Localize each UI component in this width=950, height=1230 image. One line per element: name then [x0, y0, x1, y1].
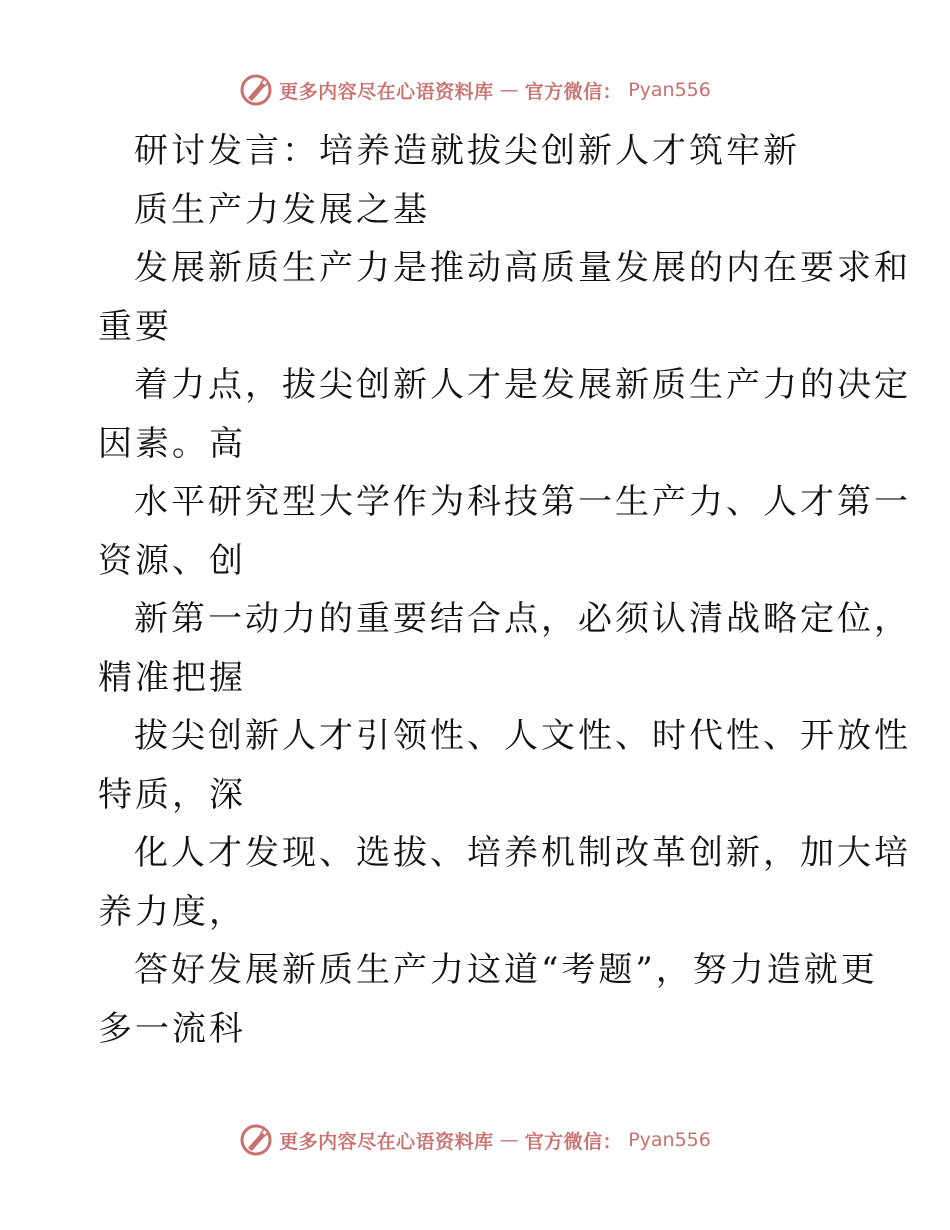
paragraph-line: 重要: [98, 306, 172, 347]
watermark-label: 官方微信：: [524, 80, 623, 103]
watermark-account: Pyan556: [628, 79, 711, 101]
paragraph-line: 精准把握: [98, 657, 246, 698]
watermark-title: 更多内容尽在心语资料库: [279, 1130, 494, 1153]
paragraph-line: 化人才发现、选拔、培养机制改革创新，加大培: [134, 833, 911, 873]
paragraph-line: 多一流科: [98, 1008, 246, 1049]
paragraph-line: 特质，深: [98, 774, 246, 815]
pen-logo-icon: [239, 73, 273, 107]
watermark-title: 更多内容尽在心语资料库: [279, 80, 494, 103]
footer-watermark: [0, 1122, 950, 1158]
watermark-account: Pyan556: [628, 1129, 711, 1151]
header-watermark: [0, 72, 950, 108]
paragraph-line: 拔尖创新人才引领性、人文性、时代性、开放性: [134, 716, 911, 756]
paragraph-line: 新第一动力的重要结合点，必须认清战略定位，: [134, 599, 911, 639]
watermark-separator: —: [499, 79, 519, 101]
paragraph-line: 水平研究型大学作为科技第一生产力、人才第一: [134, 482, 911, 522]
paragraph-line: 养力度，: [98, 891, 246, 932]
paragraph-line: 发展新质生产力是推动高质量发展的内在要求和: [134, 248, 911, 288]
paragraph-line: 资源、创: [98, 540, 246, 581]
title-line: 研讨发言：培养造就拔尖创新人才筑牢新: [134, 131, 800, 171]
title-line: 质生产力发展之基: [134, 189, 430, 230]
watermark-label: 官方微信：: [524, 1130, 623, 1153]
document-body: [98, 122, 911, 1058]
pen-logo-icon: [239, 1123, 273, 1157]
paragraph-line: 答好发展新质生产力这道“考题”，努力造就更: [134, 950, 878, 990]
paragraph-line: 因素。高: [98, 423, 246, 464]
paragraph-line: 着力点，拔尖创新人才是发展新质生产力的决定: [134, 365, 911, 405]
watermark-separator: —: [499, 1129, 519, 1151]
